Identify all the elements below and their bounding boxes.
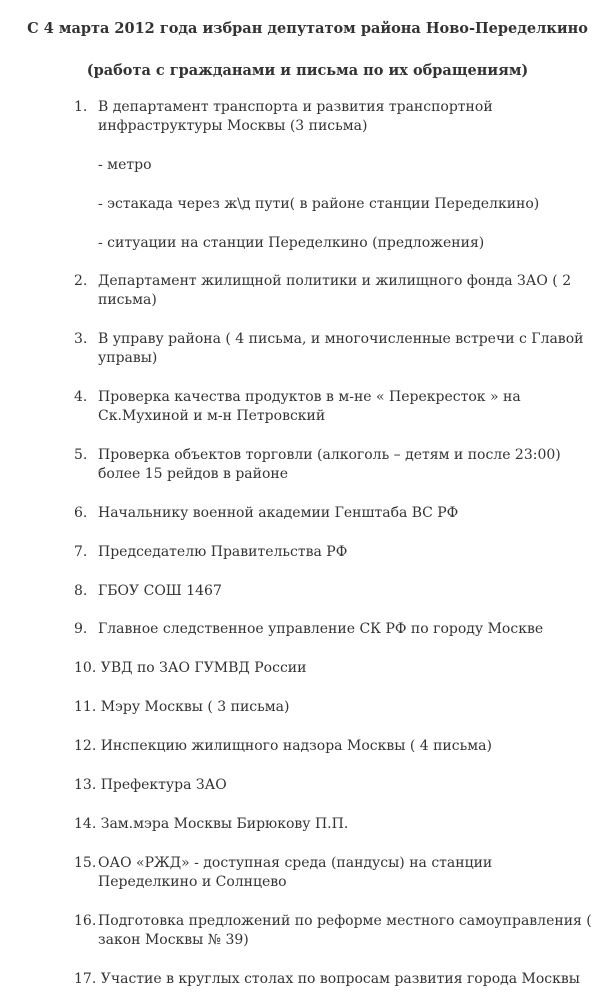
list-item xyxy=(74,446,594,484)
list-item xyxy=(74,912,594,950)
list-item xyxy=(74,854,594,892)
list-item-number: 10. xyxy=(74,660,97,676)
list-item xyxy=(74,98,594,136)
list-item-text: Начальнику военной академии Генштаба ВС РФ xyxy=(98,505,459,521)
sub-item: - метро xyxy=(98,157,152,173)
document-subtitle: (работа с гражданами и письма по их обращениям) xyxy=(86,62,529,79)
list-item-text: Департамент жилищной политики и жилищного фонда ЗАО ( 2 письма) xyxy=(98,273,572,308)
list-item xyxy=(74,737,594,756)
list-item-text: Председателю Правительства РФ xyxy=(98,544,348,560)
list-item-number: 16. xyxy=(74,913,97,929)
list-item-number: 2. xyxy=(74,273,88,289)
list-item xyxy=(74,815,594,834)
list-item-number: 17. xyxy=(74,971,97,987)
list-item-number: 4. xyxy=(74,389,88,405)
list-item-text: Префектура ЗАО xyxy=(100,777,227,793)
list-item-number: 3. xyxy=(74,331,88,347)
list-item-text: В департамент транспорта и развития транспортной инфраструктуры Москвы (3 письма) xyxy=(98,99,493,134)
list-item xyxy=(74,582,594,601)
list-item xyxy=(74,330,594,368)
list-item-text: В управу района ( 4 письма, и многочисленные встречи с Главой управы) xyxy=(98,331,584,366)
list-item-number: 8. xyxy=(74,583,88,599)
list-item-text: Проверка объектов торговли (алкоголь – детям и после 23:00) более 15 рейдов в районе xyxy=(98,447,561,482)
list-item xyxy=(74,272,594,310)
sub-item: - эстакада через ж\д пути( в районе станции Переделкино) xyxy=(98,196,540,212)
list-item-number: 15. xyxy=(74,855,97,871)
list-item xyxy=(74,659,594,678)
list-item-text: Проверка качества продуктов в м-не « Перекресток » на Ск.Мухиной и м-н Петровский xyxy=(98,389,521,424)
list-item xyxy=(74,698,594,717)
list-item-number: 6. xyxy=(74,505,88,521)
list-item xyxy=(74,388,594,426)
list-item-text: ОАО «РЖД» - доступная среда (пандусы) на станции Переделкино и Солнцево xyxy=(98,855,493,890)
list-item xyxy=(74,620,594,639)
list-item-number: 1. xyxy=(74,99,88,115)
list-item xyxy=(74,776,594,795)
list-item-number: 12. xyxy=(74,738,97,754)
document-title: С 4 марта 2012 года избран депутатом района Ново-Переделкино xyxy=(27,20,588,37)
list-item xyxy=(74,970,594,989)
list-item-text: Инспекцию жилищного надзора Москвы ( 4 письма) xyxy=(100,738,492,754)
list-item-text: Участие в круглых столах по вопросам развития города Москвы xyxy=(100,971,580,987)
list-item-number: 9. xyxy=(74,621,88,637)
list-item xyxy=(74,543,594,562)
list-item-text: Зам.мэра Москвы Бирюкову П.П. xyxy=(100,816,349,832)
list-item-number: 13. xyxy=(74,777,97,793)
list-item-text: ГБОУ СОШ 1467 xyxy=(98,583,222,599)
list-item-text: Подготовка предложений по реформе местного самоуправления ( закон Москвы № 39) xyxy=(98,913,592,948)
list-item-number: 7. xyxy=(74,544,88,560)
list-item xyxy=(74,504,594,523)
list-item-number: 5. xyxy=(74,447,88,463)
sub-item: - ситуации на станции Переделкино (предложения) xyxy=(98,235,485,251)
list-item-number: 11. xyxy=(74,699,97,715)
list-item-text: УВД по ЗАО ГУМВД России xyxy=(100,660,307,676)
list-item-text: Главное следственное управление СК РФ по городу Москве xyxy=(98,621,544,637)
list-item-number: 14. xyxy=(74,816,97,832)
list-item-text: Мэру Москвы ( 3 письма) xyxy=(100,699,290,715)
